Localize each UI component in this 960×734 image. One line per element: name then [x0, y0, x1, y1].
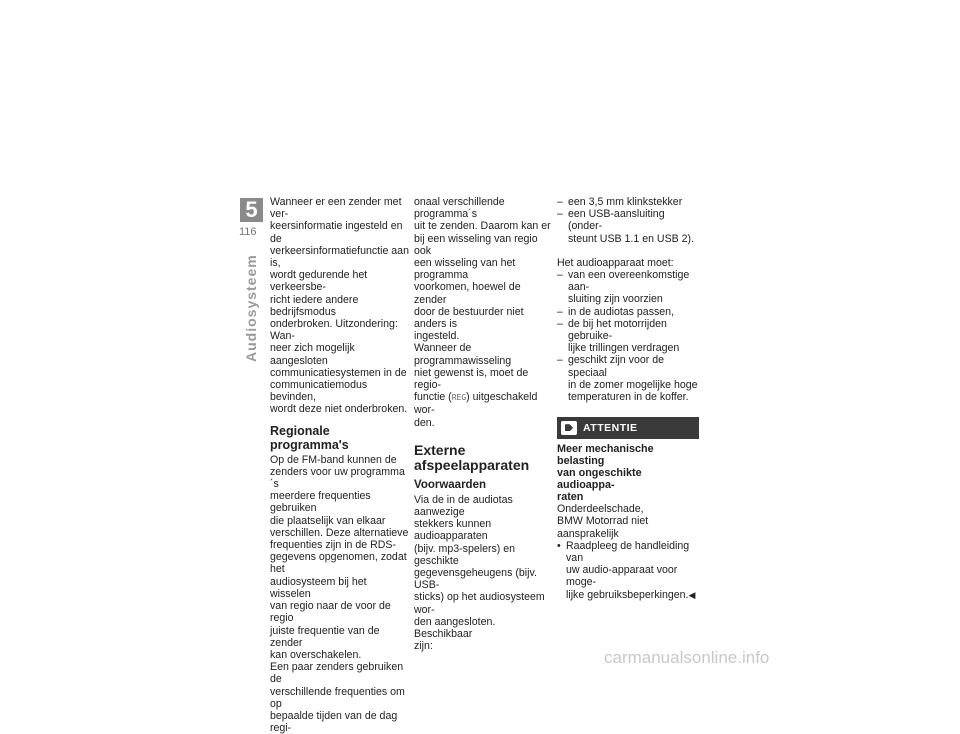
- requirements-intro: Het audioapparaat moet:: [557, 256, 674, 269]
- list-item: • Raadpleeg de handleiding van uw audio-apparaat voor moge- lijke gebruiksbeperkingen.◀: [557, 540, 699, 601]
- hand-warning-icon: [561, 421, 577, 435]
- requirements-body: Via de in de audiotas aanwezige stekkers kunnen audioapparaten (bijv. mp3-spelers) en geschikte gegevensgeheugens (bijv. USB- sticks) op het audiosysteem wor- den aangesloten. Beschikbaar zijn:: [414, 493, 545, 653]
- column-1: [270, 196, 410, 734]
- device-requirements-list: [557, 269, 699, 403]
- requirements-heading: Voorwaarden: [414, 478, 486, 491]
- external-players-heading: Externe afspeelapparaten: [414, 441, 530, 473]
- chapter-number: 5: [240, 198, 263, 222]
- list-item: – een 3,5 mm klinkstekker: [557, 196, 699, 208]
- list-item: – geschikt zijn voor de speciaal in de zomer mogelijke hoge temperaturen in de koffer.: [557, 354, 699, 403]
- list-item: – in de audiotas passen,: [557, 306, 699, 318]
- chapter-side-label: Audiosysteem: [243, 254, 259, 362]
- reg-symbol: REG: [451, 393, 467, 403]
- warning-title: Meer mechanische belasting van ongeschikte audioappa- raten: [557, 443, 654, 504]
- attention-banner: [557, 417, 699, 439]
- column-3: [557, 196, 699, 601]
- watermark-text: carmanualsonline.info: [604, 648, 770, 667]
- list-item: – een USB-aansluiting (onder- steunt USB 1.1 en USB 2).: [557, 208, 699, 245]
- column-2: [414, 196, 552, 653]
- warning-text: Onderdeelschade, BMW Motorrad niet aansprakelijk: [557, 503, 649, 540]
- end-mark-icon: ◀: [688, 589, 696, 600]
- regional-programs-continued: onaal verschillende programma´s uit te zenden. Daarom kan er bij een wisseling van regio ook een wisseling van het programma voorkomen, hoewel de zender door de bestuurder niet anders is ingesteld. Wanneer de programmawisseling niet gewenst is, moet de regio- functie (REG) uitgeschakeld wor- den.: [414, 196, 551, 429]
- warning-bullets: [557, 540, 699, 601]
- list-item: – van een overeenkomstige aan- sluiting zijn voorzien: [557, 269, 699, 306]
- connector-list: [557, 196, 699, 245]
- list-item: – de bij het motorrijden gebruike- lijke trillingen verdragen: [557, 318, 699, 355]
- regional-programs-heading: Regionale programma's: [270, 423, 349, 452]
- intro-paragraph: Wanneer er een zender met ver- keersinformatie ingesteld en de verkeersinformatiefunctie aan is, wordt gedurende het verkeersbe- richt iedere andere bedrijfsmodus onderbroken. Uitzondering: Wan- neer zich mogelijk aangesloten communicatiesystemen in de communicatiemodus bevinden, wordt deze niet onderbroken.: [270, 196, 409, 416]
- regional-programs-body: Op de FM-band kunnen de zenders voor uw programma´s meerdere frequenties gebruiken die plaatselijk van elkaar verschillen. Deze alternatieve frequenties zijn in de RDS- gegevens opgenomen, zodat het audiosysteem bij het wisselen van regio naar de voor de regio juiste frequentie van de zender kan overschakelen. Een paar zenders gebruiken de verschillende frequenties om op bepaalde tijden van de dag regi-: [270, 453, 409, 734]
- attention-label: ATTENTIE: [583, 422, 638, 435]
- page-number: 116: [239, 226, 257, 238]
